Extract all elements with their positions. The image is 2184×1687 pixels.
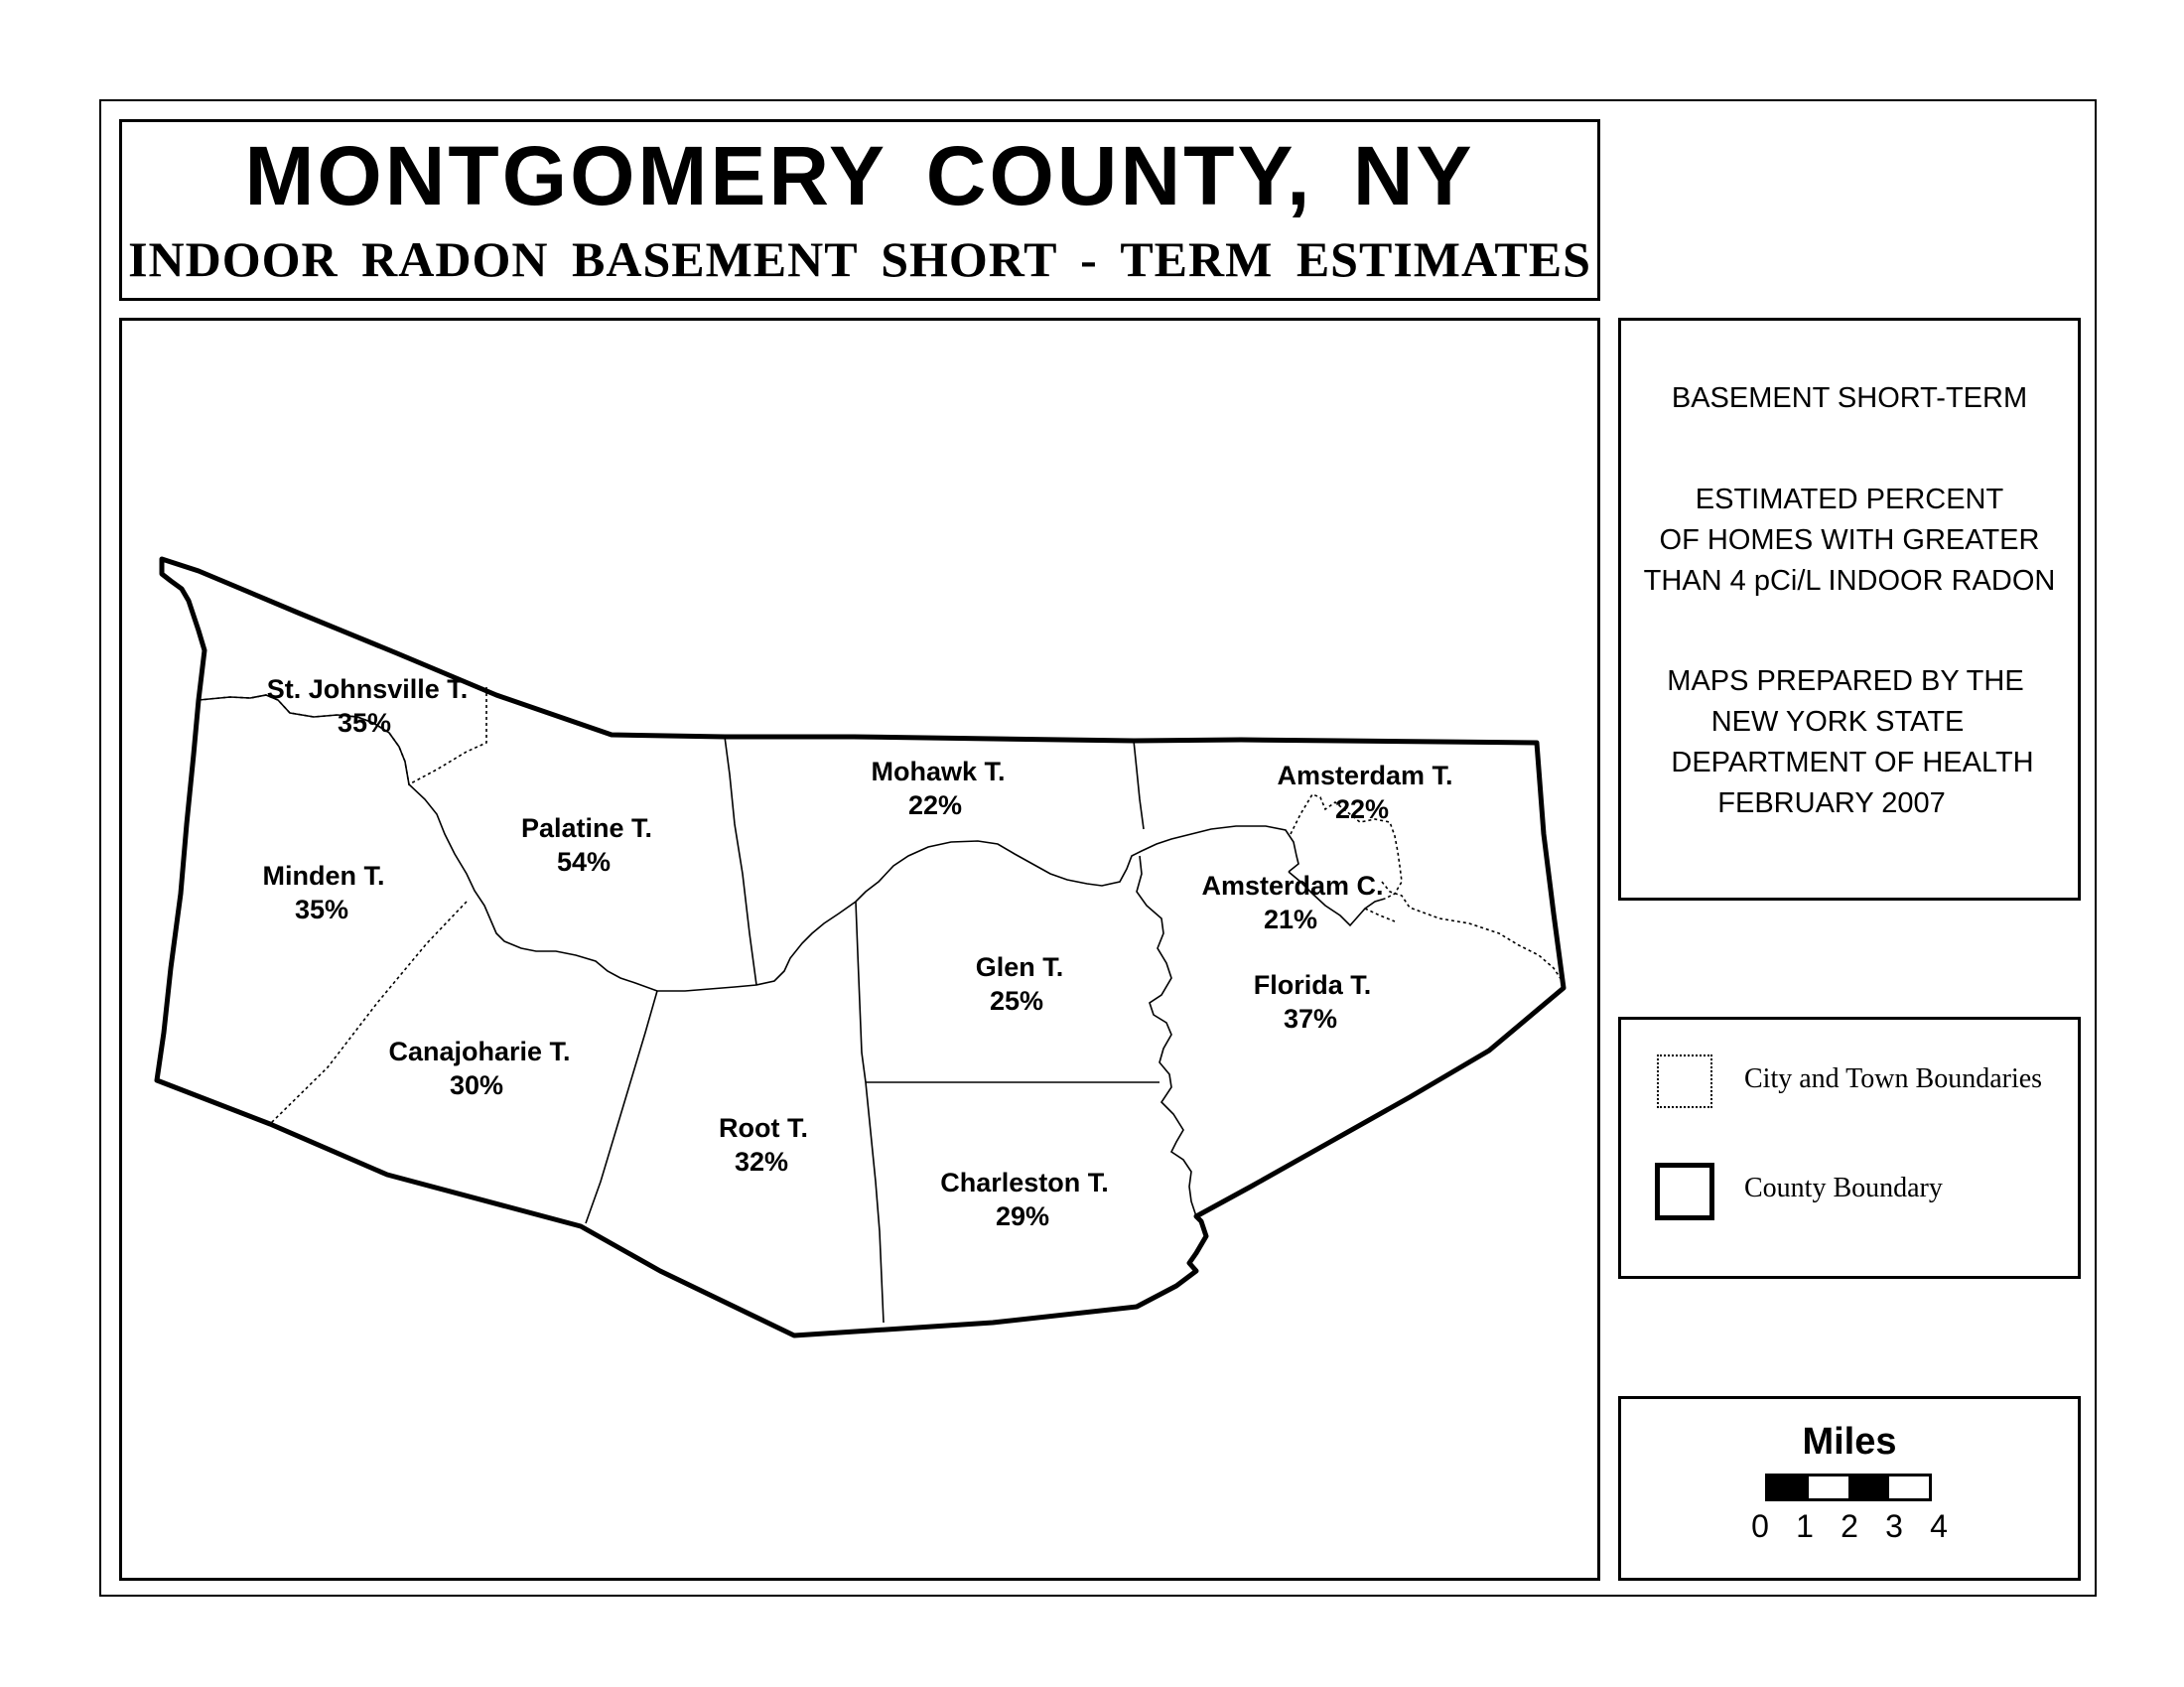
town-boundaries-solid	[199, 695, 1385, 1323]
town-label-root: Root T.	[719, 1113, 808, 1143]
town-label-florida: Florida T.	[1253, 970, 1372, 1000]
town-percent-stjohnsville: 35%	[337, 708, 392, 738]
map-panel	[119, 318, 1600, 1581]
town-percent-charleston: 29%	[995, 1201, 1050, 1231]
scale-labels	[1750, 1508, 1949, 1545]
info-credit-line-1: MAPS PREPARED BY THE	[1667, 665, 2024, 697]
town-percent-palatine: 54%	[556, 847, 612, 877]
town-label-amsterdam-city: Amsterdam C.	[1201, 871, 1384, 901]
town-percent-florida: 37%	[1283, 1004, 1338, 1034]
town-label-minden: Minden T.	[262, 861, 385, 891]
scale-segment-2	[1809, 1476, 1849, 1498]
town-percent-amsterdam-town: 22%	[1334, 794, 1390, 824]
scale-segment-1	[1768, 1476, 1809, 1498]
legend-dotted-swatch	[1657, 1054, 1712, 1108]
town-percent-minden: 35%	[294, 895, 349, 924]
scale-title: Miles	[1802, 1421, 1897, 1463]
boundary-florida-glen-river	[1137, 856, 1196, 1216]
scale-tick-3: 3	[1885, 1508, 1903, 1544]
scale-tick-2: 2	[1841, 1508, 1858, 1544]
town-label-glen: Glen T.	[975, 952, 1064, 982]
boundary-glen-root	[856, 902, 884, 1323]
legend-solid-swatch	[1655, 1163, 1714, 1220]
title-box	[119, 119, 1600, 301]
town-label-mohawk: Mohawk T.	[871, 757, 1006, 786]
town-label-canajoharie: Canajoharie T.	[388, 1037, 571, 1066]
info-description-line-1: ESTIMATED PERCENT	[1695, 484, 2004, 515]
boundary-amsterdam-city-east	[1365, 909, 1395, 921]
town-label-amsterdam-town: Amsterdam T.	[1277, 761, 1453, 790]
info-heading: BASEMENT SHORT-TERM	[1671, 382, 2028, 414]
county-map	[122, 321, 1597, 1578]
legend-panel	[1618, 1017, 2081, 1279]
scale-segment-3	[1848, 1476, 1889, 1498]
boundary-root-canajoharie	[586, 991, 657, 1223]
info-credit-line-3: DEPARTMENT OF HEALTH	[1671, 747, 2034, 778]
town-label-charleston: Charleston T.	[940, 1168, 1109, 1197]
town-percent-amsterdam-city: 21%	[1263, 905, 1318, 934]
town-label-palatine: Palatine T.	[520, 813, 653, 843]
boundary-palatine-mohawk	[725, 737, 756, 985]
scale-tick-0: 0	[1751, 1508, 1769, 1544]
map-subtitle: INDOOR RADON BASEMENT SHORT - TERM ESTIMATES	[128, 231, 1591, 287]
info-description-line-3: THAN 4 pCi/L INDOOR RADON	[1643, 565, 2056, 597]
town-percent-mohawk: 22%	[907, 790, 963, 820]
town-label-stjohnsville: St. Johnsville T.	[266, 674, 469, 704]
scale-tick-4: 4	[1930, 1508, 1948, 1544]
boundary-amsterdam-florida	[1382, 882, 1564, 983]
scale-bar	[1765, 1474, 1932, 1501]
scale-panel	[1618, 1396, 2081, 1581]
boundary-mohawk-amsterdam	[1134, 741, 1144, 829]
boundary-canajoharie-minden	[270, 902, 467, 1124]
legend-label-county: County Boundary	[1744, 1173, 1943, 1203]
scale-segment-4	[1889, 1476, 1930, 1498]
info-credit-line-4: FEBRUARY 2007	[1717, 787, 1946, 819]
info-description-line-2: OF HOMES WITH GREATER	[1659, 524, 2040, 556]
town-percent-root: 32%	[734, 1147, 789, 1177]
town-percent-canajoharie: 30%	[449, 1070, 504, 1100]
info-panel	[1618, 318, 2081, 901]
scale-tick-1: 1	[1796, 1508, 1814, 1544]
legend-label-city-town: City and Town Boundaries	[1744, 1063, 2043, 1094]
info-credit-line-2: NEW YORK STATE	[1710, 706, 1965, 738]
map-title: MONTGOMERY COUNTY, NY	[244, 129, 1475, 222]
town-percent-glen: 25%	[989, 986, 1044, 1016]
